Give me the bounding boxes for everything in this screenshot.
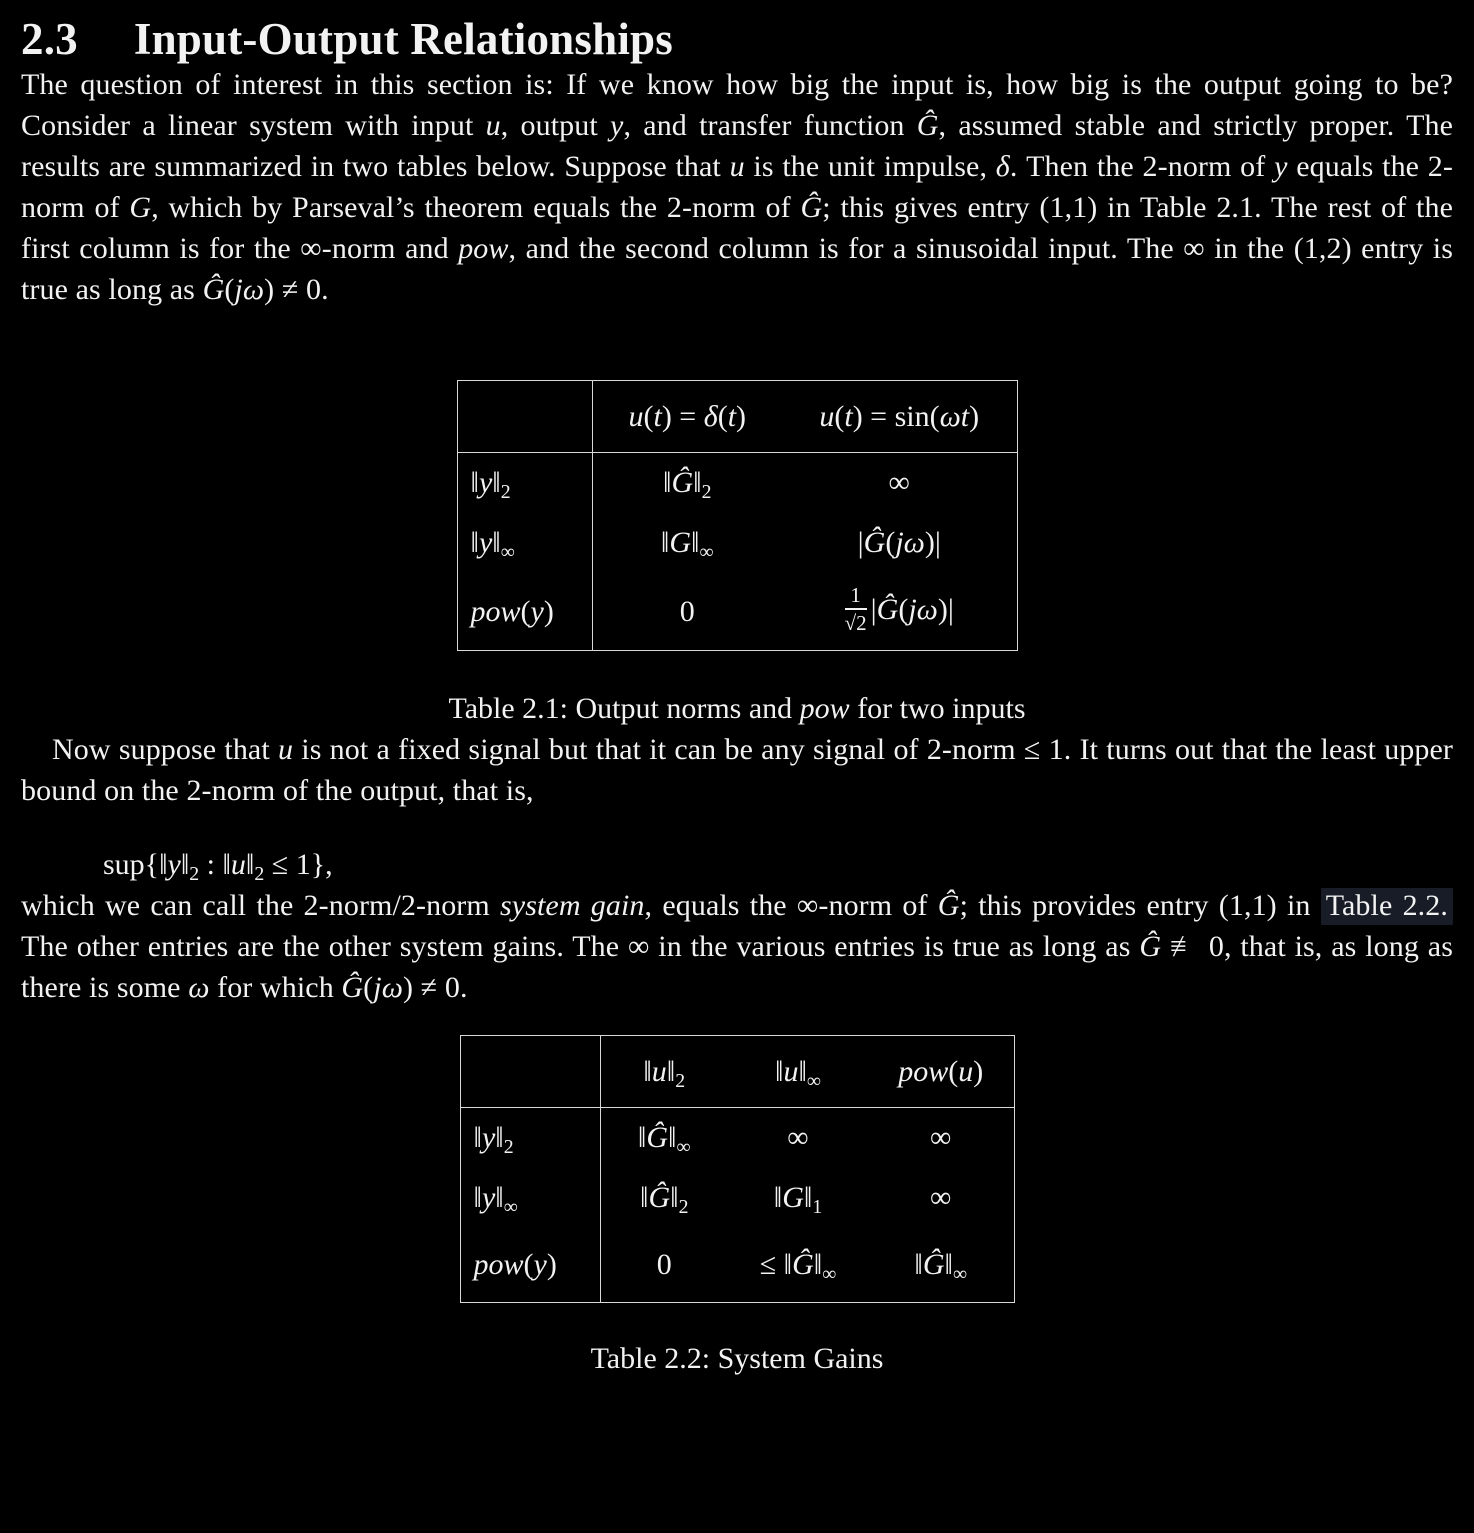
text-run: is not a fixed signal but that it can be any signal of 2-norm ≤ 1. It turns out that the least upper bound on the 2-norm of the output, that is, [21, 733, 1453, 808]
text-run: , assumed stable and strictly proper. The results are summarized in two tables below. Suppose that [21, 109, 1454, 184]
text-run: ‖ [492, 466, 501, 500]
paragraph-intro [21, 64, 1453, 310]
text-run: is the unit impulse, [744, 150, 996, 184]
table-row [457, 513, 1017, 573]
table-2-2-container [21, 1035, 1453, 1303]
table-row [457, 453, 1017, 514]
text-run: , which by Parseval’s theorem equals the 2-norm of [151, 191, 801, 225]
text-run: ‖ [691, 526, 700, 560]
text-run: ; this gives entry (1,1) in Table 2.1. The rest of the first column is for the ∞-norm and [21, 191, 1453, 266]
row-label-cell [460, 1168, 600, 1228]
value-cell [782, 573, 1017, 651]
text-run: t [653, 399, 662, 433]
text-run: The question of interest in this section is: If we know how big the input is, how big is the output going to be? Consider a linear system with input [21, 68, 1453, 143]
section-number: 2.3 [21, 14, 78, 64]
text-run: Ĝ [876, 592, 899, 626]
subscript: ∞ [699, 541, 714, 564]
table-row [460, 1168, 1014, 1228]
corner-cell [460, 1036, 600, 1108]
fraction-denominator: √2 [844, 610, 867, 635]
text-run: y [481, 1181, 496, 1215]
text-run: ) [543, 594, 554, 628]
row-label-cell [460, 1108, 600, 1169]
col-header-sinusoid-input [782, 381, 1017, 453]
page [0, 14, 1474, 1379]
text-run: Ĝ [202, 273, 225, 307]
subscript: ∞ [500, 541, 515, 564]
fraction [845, 583, 867, 637]
text-run: ‖ [670, 1181, 679, 1215]
text-run: ωt [939, 399, 970, 433]
value-cell [728, 1228, 868, 1303]
section-heading [21, 14, 1453, 64]
table-2-1-container [21, 380, 1453, 651]
paragraph-norm-bound [21, 729, 1453, 811]
text-run: , output [500, 109, 611, 143]
value-cell [868, 1168, 1014, 1228]
value-cell [600, 1108, 728, 1169]
text-run: Ĝ [1139, 930, 1162, 964]
row-label-cell [457, 573, 592, 651]
text-run: pow [473, 1248, 524, 1282]
subscript: 2 [701, 481, 712, 504]
text-run: ‖ [495, 1121, 504, 1155]
text-run: δ [995, 150, 1010, 184]
sup-equation [103, 844, 1453, 885]
text-run: ‖ [944, 1248, 953, 1282]
text-run: y [478, 526, 493, 560]
text-run: pow [799, 692, 850, 726]
value-cell [782, 513, 1017, 573]
table-2-2-caption [21, 1338, 1453, 1379]
text-run: Ĝ [937, 889, 960, 923]
table-row [460, 1108, 1014, 1169]
subscript: 2 [503, 1136, 514, 1159]
fraction-numerator: 1 [845, 583, 867, 610]
subscript: 2 [254, 863, 265, 886]
text-run: for which [209, 971, 342, 1005]
text-run: 0 [679, 594, 695, 628]
text-run: ‖ [773, 1181, 783, 1215]
text-run: ‖ [640, 1181, 649, 1215]
subscript: 2 [675, 1069, 686, 1092]
text-run: ‖ [180, 848, 190, 882]
text-run: ) = [661, 399, 704, 433]
text-run: u [628, 399, 644, 433]
value-cell [592, 453, 782, 514]
text-run: ) = sin( [852, 399, 940, 433]
paragraph-system-gain [21, 885, 1453, 1008]
text-run: G [129, 191, 152, 225]
row-label-cell [460, 1228, 600, 1303]
table-row [460, 1228, 1014, 1303]
text-run: ≤ 1}, [264, 848, 333, 882]
text-run: ‖ [663, 466, 672, 500]
value-cell [592, 573, 782, 651]
section-title: Input-Output Relationships [133, 14, 673, 64]
text-run: ) [973, 1054, 984, 1088]
text-run: ) [736, 399, 747, 433]
col-header-pow-u [868, 1036, 1014, 1108]
subscript: 1 [812, 1196, 823, 1219]
text-run: system gain [500, 889, 645, 923]
text-run: t [844, 399, 853, 433]
text-run: ‖ [470, 466, 479, 500]
text-run: , and transfer function [623, 109, 917, 143]
text-run: ( [520, 594, 531, 628]
text-run: jω [373, 971, 403, 1005]
text-run: ) ≠ 0. [264, 273, 329, 307]
text-run: . Then the 2-norm of [1009, 150, 1275, 184]
col-header-u-2norm [600, 1036, 728, 1108]
text-run: ( [643, 399, 654, 433]
text-run: Ĝ [916, 109, 939, 143]
text-run: y [478, 466, 493, 500]
value-cell [868, 1228, 1014, 1303]
text-run: u [277, 733, 294, 767]
text-run: | [870, 592, 877, 626]
text-run: equals the 2-norm of [21, 150, 1453, 225]
text-run: Ĝ [646, 1121, 669, 1155]
text-run: ∞ [888, 466, 910, 500]
text-run: ‖ [666, 1054, 676, 1088]
text-run: y [481, 1121, 496, 1155]
text-run: Ĝ [792, 1248, 814, 1282]
text-run: which we can call the 2-norm/2-norm [21, 889, 501, 923]
subscript: ∞ [822, 1263, 837, 1286]
text-run: ( [523, 1248, 534, 1282]
table-row [457, 573, 1017, 651]
subscript: ∞ [806, 1069, 821, 1092]
text-run: y [1274, 150, 1288, 184]
text-run: ‖ [798, 1054, 807, 1088]
text-run: ‖ [914, 1248, 923, 1282]
table-2-1-caption [21, 688, 1453, 729]
text-run: ‖ [693, 466, 702, 500]
text-run: Now suppose that [52, 733, 278, 767]
value-cell [868, 1108, 1014, 1169]
value-cell [600, 1228, 728, 1303]
text-run: Table 2.2: System Gains [590, 1342, 884, 1376]
text-run: u [485, 109, 501, 143]
text-run: ) ≠ 0. [402, 971, 468, 1005]
text-run: ∞ [787, 1121, 809, 1155]
text-run: ‖ [245, 848, 255, 882]
subscript: ∞ [503, 1196, 518, 1219]
text-run: ≤ ‖ [759, 1248, 793, 1282]
text-run: Ĝ [800, 191, 823, 225]
text-run: y [610, 109, 624, 143]
text-run: ( [717, 399, 728, 433]
text-run: , equals the ∞-norm of [644, 889, 938, 923]
col-header-impulse-input [592, 381, 782, 453]
text-run: ‖ [813, 1248, 823, 1282]
value-cell [600, 1168, 728, 1228]
text-run: u [651, 1054, 667, 1088]
subscript: ∞ [676, 1136, 691, 1159]
text-run: ‖ [668, 1121, 677, 1155]
text-run: : ‖ [199, 848, 231, 882]
text-run: u [819, 399, 835, 433]
text-run: ‖ [473, 1181, 482, 1215]
text-run: ‖ [637, 1121, 647, 1155]
text-run: jω [234, 273, 265, 307]
text-run: ) [546, 1248, 557, 1282]
text-run: ‖ [492, 526, 501, 560]
text-run: , and the second column is for a sinusoidal input. The ∞ in the (1,2) entry is true as long as [21, 232, 1453, 307]
text-run: pow [470, 594, 521, 628]
text-run: u [230, 848, 246, 882]
text-run: for two inputs [849, 692, 1026, 726]
text-run: u [958, 1054, 974, 1088]
text-run: ( [363, 971, 374, 1005]
text-run: u [783, 1054, 799, 1088]
text-run: ( [898, 592, 909, 626]
text-run: | [857, 526, 864, 560]
text-run: ) [969, 399, 980, 433]
text-run: jω [908, 592, 938, 626]
text-run: Table 2.1: Output norms and [448, 692, 800, 726]
text-run: )| [924, 526, 941, 560]
value-cell [728, 1168, 868, 1228]
subscript: 2 [189, 863, 200, 886]
value-cell [782, 453, 1017, 514]
value-cell [592, 513, 782, 573]
table-2-2-link[interactable]: Table 2.2. [1321, 888, 1453, 925]
text-run: pow [898, 1054, 949, 1088]
text-run: 0 [656, 1248, 672, 1282]
text-run: Ĝ [341, 971, 364, 1005]
text-run: pow [458, 232, 509, 266]
text-run: Ĝ [648, 1181, 671, 1215]
text-run: ≢ 0, that is, as long as there is some [21, 930, 1453, 1005]
text-run: ∞ [930, 1121, 952, 1155]
table-2-2-header-row [460, 1036, 1014, 1108]
text-run: ‖ [495, 1181, 504, 1215]
text-run: ( [834, 399, 845, 433]
subscript: ∞ [952, 1263, 968, 1286]
text-run: )| [937, 592, 954, 626]
text-run: ‖ [470, 526, 479, 560]
text-run: G [669, 526, 692, 560]
text-run: y [533, 1248, 547, 1282]
text-run: ‖ [803, 1181, 813, 1215]
table-2-1 [457, 380, 1018, 651]
text-run: jω [895, 526, 925, 560]
text-run: ω [188, 971, 210, 1005]
text-run: ( [224, 273, 235, 307]
text-run: Ĝ [922, 1248, 945, 1282]
text-run: δ [703, 399, 718, 433]
text-run: y [530, 594, 544, 628]
table-2-2 [460, 1035, 1015, 1303]
table-2-1-header-row [457, 381, 1017, 453]
text-run: ‖ [775, 1054, 784, 1088]
text-run: ∞ [930, 1181, 952, 1215]
text-run: u [729, 150, 745, 184]
text-run: y [167, 848, 181, 882]
text-run: sup{‖ [103, 848, 168, 882]
text-run: ‖ [473, 1121, 482, 1155]
value-cell [728, 1108, 868, 1169]
col-header-u-infnorm [728, 1036, 868, 1108]
text-run: ( [885, 526, 896, 560]
text-run: ‖ [643, 1054, 652, 1088]
corner-cell [457, 381, 592, 453]
text-run: G [782, 1181, 804, 1215]
subscript: 2 [678, 1196, 689, 1219]
text-run: Ĝ [863, 526, 886, 560]
text-run: The other entries are the other system gains. The ∞ in the various entries is true as long as [21, 930, 1140, 964]
subscript: 2 [500, 481, 511, 504]
text-run: t [727, 399, 737, 433]
row-label-cell [457, 513, 592, 573]
text-run: ( [948, 1054, 959, 1088]
text-run: ; this provides entry (1,1) in [959, 889, 1321, 923]
text-run: Ĝ [671, 466, 694, 500]
row-label-cell [457, 453, 592, 514]
text-run: ‖ [660, 526, 670, 560]
